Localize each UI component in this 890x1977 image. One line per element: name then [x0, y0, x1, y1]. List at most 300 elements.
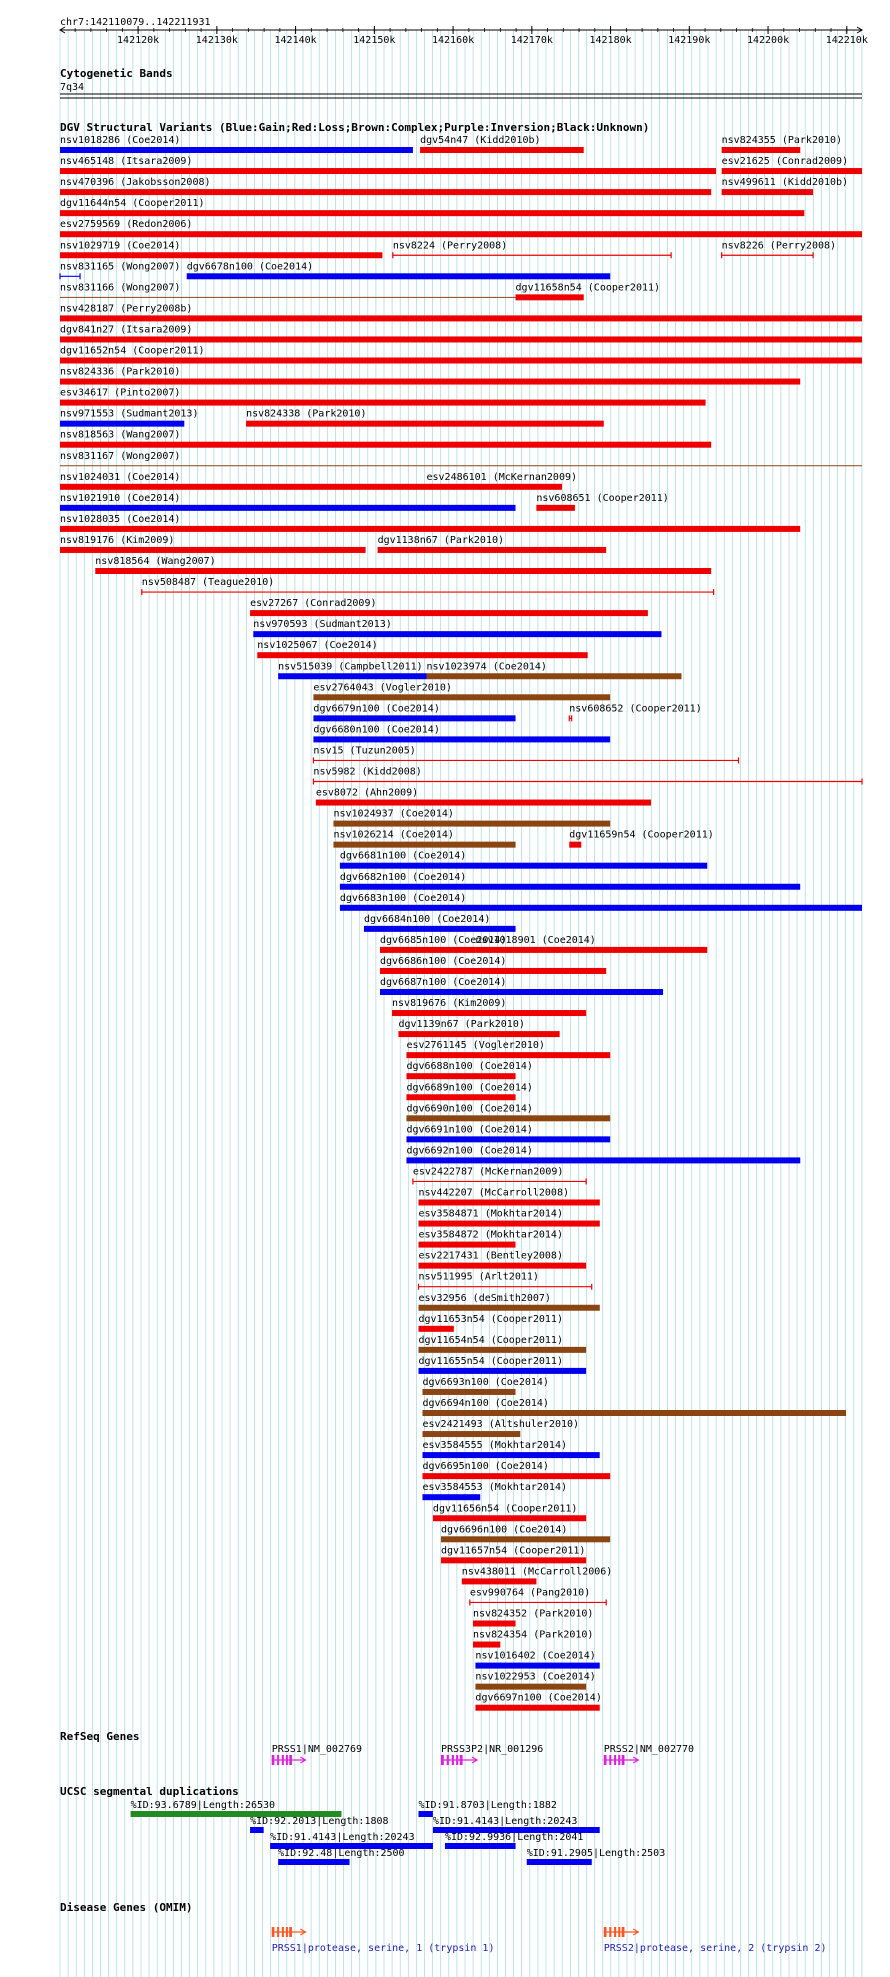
segdup-label: %ID:91.2905|Length:2503: [526, 1848, 666, 1859]
variant-bar: [246, 421, 604, 427]
variant-feature[interactable]: [475, 1693, 601, 1711]
variant-bar: [516, 294, 584, 300]
variant-label: dgv1138n67 (Park2010): [377, 534, 505, 546]
variant-label: esv34617 (Pinto2007): [60, 387, 181, 399]
variant-bar: [253, 631, 661, 637]
dgv-row: [418, 1272, 591, 1290]
dgv-row: [60, 409, 604, 427]
variant-feature[interactable]: [60, 282, 516, 297]
variant-feature[interactable]: [441, 1524, 610, 1542]
gene-exon: [277, 1927, 279, 1937]
variant-label: nsv818564 (Wang2007): [95, 556, 216, 567]
variant-label: nsv515039 (Campbell2011): [278, 661, 423, 673]
gene-exon: [272, 1927, 275, 1937]
variant-bar: [316, 800, 651, 806]
variant-label: dgv6686n100 (Coe2014): [379, 955, 507, 967]
variant-label: nsv1025067 (Coe2014): [257, 640, 378, 652]
segdup-feature[interactable]: [527, 1848, 665, 1865]
dgv-row: [340, 893, 862, 911]
dgv-row: [60, 493, 669, 511]
refseq-track: [60, 1730, 694, 1765]
variant-label: nsv428187 (Perry2008b): [60, 303, 193, 315]
variant-feature[interactable]: [313, 745, 738, 763]
variant-feature[interactable]: [473, 1630, 593, 1648]
dgv-row: [60, 324, 862, 342]
variant-label: nsv1021910 (Coe2014): [60, 492, 181, 504]
segdup-row: [278, 1848, 665, 1865]
variant-feature[interactable]: [60, 177, 711, 195]
segdup-label: %ID:92.9936|Length:2041: [444, 1832, 584, 1843]
dgv-row: [60, 156, 862, 174]
variant-feature[interactable]: [60, 535, 366, 553]
variant-bar: [60, 252, 382, 258]
variant-feature[interactable]: [313, 767, 862, 785]
omim-genes: [272, 1927, 827, 1954]
variant-bar: [333, 821, 610, 827]
variant-feature[interactable]: [393, 240, 671, 258]
variant-bar: [423, 1389, 516, 1395]
dgv-row: [398, 1019, 559, 1037]
gene-label: PRSS1|NM_002769: [271, 1744, 363, 1755]
variant-feature[interactable]: [142, 577, 714, 595]
variant-feature[interactable]: [418, 1335, 586, 1353]
variant-bar: [722, 147, 801, 153]
variant-label: esv2759569 (Redon2006): [60, 219, 193, 231]
variant-feature[interactable]: [433, 1503, 586, 1521]
ruler-title: chr7:142110079..142211931: [60, 17, 211, 28]
variant-label: nsv824352 (Park2010): [473, 1608, 594, 1620]
variant-feature[interactable]: [475, 1672, 595, 1690]
segdup-bar: [250, 1827, 264, 1833]
variant-feature[interactable]: [364, 914, 516, 932]
variant-bar: [340, 863, 707, 869]
variant-label: nsv1024937 (Coe2014): [333, 808, 454, 820]
variant-label: dgv6687n100 (Coe2014): [379, 977, 507, 988]
segdup-rows: [131, 1800, 666, 1865]
variant-feature[interactable]: [423, 1419, 580, 1437]
dgv-row: [60, 451, 862, 466]
variant-feature[interactable]: [475, 1651, 599, 1669]
variant-bar: [427, 484, 563, 490]
variant-label: esv2764043 (Vogler2010): [313, 682, 452, 694]
variant-label: dgv1139n67 (Park2010): [398, 1019, 525, 1031]
variant-label: nsv499611 (Kidd2010b): [721, 177, 849, 189]
gene-exon: [618, 1755, 620, 1765]
variant-label: esv32956 (deSmith2007): [418, 1292, 551, 1304]
omim-track: [60, 1901, 827, 1954]
variant-feature[interactable]: [516, 282, 661, 300]
variant-feature[interactable]: [473, 1609, 593, 1627]
variant-label: nsv608652 (Cooper2011): [569, 703, 702, 715]
variant-bar: [392, 1010, 586, 1016]
variant-bar: [60, 421, 184, 427]
variant-feature[interactable]: [60, 346, 862, 364]
variant-feature[interactable]: [333, 809, 610, 827]
variant-label: nsv438011 (McCarroll2006): [461, 1566, 613, 1578]
variant-bar: [406, 1094, 515, 1100]
variant-feature[interactable]: [378, 535, 607, 553]
segdup-bar: [445, 1843, 516, 1849]
variant-label: esv27267 (Conrad2009): [250, 598, 377, 610]
variant-bar: [418, 1200, 599, 1206]
dgv-row: [406, 1124, 610, 1142]
variant-label: dgv6685n100 (Coe2014): [379, 934, 507, 946]
variant-bar: [333, 842, 515, 848]
variant-feature[interactable]: [246, 409, 604, 427]
variant-label: dgv6683n100 (Coe2014): [339, 892, 467, 904]
variant-feature[interactable]: [60, 430, 711, 448]
variant-label: esv3584555 (Mokhtar2014): [422, 1440, 568, 1452]
variant-feature[interactable]: [475, 935, 707, 953]
variant-bar: [60, 505, 516, 511]
dgv-row: [60, 472, 577, 490]
dgv-row: [423, 1419, 580, 1437]
variant-label: dgv6691n100 (Coe2014): [406, 1124, 533, 1136]
variant-feature[interactable]: [470, 1587, 606, 1605]
variant-bar: [380, 989, 663, 995]
variant-label: nsv8226 (Perry2008): [721, 240, 837, 252]
variant-label: esv21625 (Conrad2009): [721, 156, 849, 168]
variant-label: esv3584872 (Mokhtar2014): [418, 1229, 563, 1241]
refseq-gene[interactable]: [272, 1744, 362, 1765]
variant-feature[interactable]: [722, 177, 848, 195]
variant-feature[interactable]: [413, 1166, 586, 1184]
variant-feature[interactable]: [60, 156, 716, 174]
dgv-row: [313, 767, 862, 785]
variant-label: nsv1018901 (Coe2014): [475, 934, 596, 946]
gene-exon: [282, 1927, 284, 1937]
variant-bar: [475, 1684, 586, 1690]
dgv-row: [316, 788, 651, 806]
dgv-row: [418, 1356, 586, 1374]
variant-bar: [60, 400, 706, 406]
variant-feature[interactable]: [441, 1545, 586, 1563]
variant-bar: [418, 1368, 586, 1374]
refseq-gene[interactable]: [441, 1744, 543, 1765]
dgv-row: [313, 682, 610, 700]
dgv-row: [253, 619, 661, 637]
variant-feature[interactable]: [60, 367, 800, 385]
dgv-row: [333, 809, 610, 827]
variant-label: esv2486101 (McKernan2009): [426, 471, 578, 483]
variant-label: nsv1026214 (Coe2014): [333, 829, 454, 841]
variant-label: dgv6679n100 (Coe2014): [313, 703, 440, 715]
segdup-feature[interactable]: [278, 1848, 404, 1865]
variant-feature[interactable]: [380, 956, 606, 974]
gene-label: PRSS2|NM_002770: [603, 1744, 695, 1755]
segdup-bar: [278, 1859, 349, 1865]
segdup-bar: [418, 1811, 432, 1817]
variant-feature[interactable]: [340, 851, 707, 869]
variant-bar: [427, 673, 682, 679]
dgv-row: [60, 430, 711, 448]
dgv-row: [462, 1566, 613, 1584]
variant-feature[interactable]: [60, 324, 862, 342]
variant-label: nsv508487 (Teague2010): [141, 577, 275, 589]
gene-exon: [622, 1927, 625, 1937]
variant-label: dgv6694n100 (Coe2014): [422, 1398, 549, 1409]
gene-exon: [447, 1755, 449, 1765]
ruler-tick-label: 142160k: [432, 35, 475, 46]
variant-feature[interactable]: [60, 303, 862, 321]
variant-bar: [250, 610, 648, 616]
variant-label: nsv824355 (Park2010): [721, 135, 843, 146]
variant-feature[interactable]: [722, 156, 862, 174]
variant-label: nsv5982 (Kidd2008): [313, 766, 422, 778]
dgv-row: [333, 830, 713, 848]
segdup-row: [270, 1832, 583, 1849]
gene-exon: [282, 1755, 284, 1765]
gene-exon: [277, 1755, 279, 1765]
variant-bar: [418, 1305, 599, 1311]
variant-bar: [418, 1263, 586, 1269]
variant-label: nsv824336 (Park2010): [60, 366, 181, 378]
variant-feature[interactable]: [278, 661, 426, 679]
dgv-row: [423, 1482, 568, 1500]
variant-bar: [418, 1347, 586, 1353]
omim-track-title: Disease Genes (OMIM): [60, 1901, 193, 1914]
variant-bar: [433, 1515, 586, 1521]
variant-feature[interactable]: [420, 135, 584, 153]
variant-label: nsv818563 (Wang2007): [60, 429, 181, 441]
variant-label: dgv11644n54 (Cooper2011): [60, 198, 205, 210]
variant-bar: [257, 652, 587, 658]
variant-label: dgv6695n100 (Coe2014): [422, 1461, 549, 1473]
variant-feature[interactable]: [423, 1398, 847, 1416]
variant-bar: [340, 905, 862, 911]
variant-bar: [423, 1431, 521, 1437]
ruler-tick-label: 142170k: [510, 35, 553, 46]
variant-bar: [60, 231, 862, 237]
segdup-label: %ID:91.4143|Length:20243: [270, 1832, 415, 1843]
variant-feature[interactable]: [60, 409, 198, 427]
segdup-track-title: UCSC segmental duplications: [60, 1785, 239, 1798]
variant-feature[interactable]: [60, 261, 180, 279]
gene-exon: [609, 1755, 611, 1765]
variant-label: dgv11654n54 (Cooper2011): [418, 1334, 563, 1346]
variant-label: nsv1023974 (Coe2014): [426, 661, 547, 673]
variant-label: nsv971553 (Sudmant2013): [60, 408, 199, 420]
variant-feature[interactable]: [418, 1230, 563, 1248]
dgv-row: [364, 914, 516, 932]
variant-feature[interactable]: [462, 1566, 613, 1584]
variant-label: nsv824338 (Park2010): [246, 408, 367, 420]
variant-bar: [441, 1536, 610, 1542]
variant-feature[interactable]: [398, 1019, 559, 1037]
omim-gene-label: PRSS2|protease, serine, 2 (trypsin 2): [603, 1943, 827, 1954]
variant-feature[interactable]: [60, 493, 516, 511]
dgv-row: [406, 1061, 532, 1079]
variant-feature[interactable]: [60, 472, 427, 490]
variant-feature[interactable]: [427, 472, 578, 490]
segdup-feature[interactable]: [445, 1832, 583, 1849]
variant-label: nsv824354 (Park2010): [473, 1629, 594, 1641]
variant-feature[interactable]: [60, 198, 804, 216]
variant-label: nsv819676 (Kim2009): [392, 998, 507, 1010]
variant-bar: [378, 547, 607, 553]
variant-bar: [418, 1221, 599, 1227]
variant-bar: [60, 379, 800, 385]
variant-bar: [60, 210, 804, 216]
variant-label: esv2422787 (McKernan2009): [412, 1166, 564, 1178]
cytoband-label: 7q34: [60, 82, 85, 93]
variant-bar: [60, 336, 862, 342]
variant-feature[interactable]: [418, 1251, 586, 1269]
variant-feature[interactable]: [418, 1272, 591, 1290]
dgv-row: [60, 535, 606, 553]
variant-bar: [313, 715, 515, 721]
variant-feature[interactable]: [418, 1356, 586, 1374]
variant-feature[interactable]: [406, 1145, 800, 1163]
variant-label: nsv831166 (Wong2007): [60, 282, 181, 294]
segdup-feature[interactable]: [131, 1800, 342, 1817]
variant-feature[interactable]: [60, 240, 382, 258]
variant-bar: [60, 189, 711, 195]
variant-label: dgv6690n100 (Coe2014): [406, 1103, 533, 1115]
variant-feature[interactable]: [569, 703, 701, 721]
dgv-row: [60, 198, 804, 216]
variant-bar: [60, 526, 800, 532]
variant-feature[interactable]: [406, 1103, 610, 1121]
variant-label: dgv54n47 (Kidd2010b): [420, 135, 541, 146]
dgv-track-title: DGV Structural Variants (Blue:Gain;Red:Loss;Brown:Complex;Purple:Inversion;Black:Unknown): [60, 121, 650, 134]
omim-gene[interactable]: [272, 1927, 495, 1954]
gene-exon: [272, 1755, 275, 1765]
variant-label: dgv6684n100 (Coe2014): [363, 913, 491, 925]
dgv-row: [473, 1630, 593, 1648]
gene-exon: [604, 1927, 607, 1937]
variant-feature[interactable]: [392, 998, 586, 1016]
gene-exon: [286, 1927, 288, 1937]
dgv-row: [60, 303, 862, 321]
variant-label: esv3584553 (Mokhtar2014): [422, 1482, 568, 1494]
segdup-feature[interactable]: [418, 1800, 556, 1817]
gene-exon: [622, 1755, 625, 1765]
variant-label: nsv465148 (Itsara2009): [60, 156, 193, 168]
variant-feature[interactable]: [418, 1293, 599, 1311]
dgv-row: [406, 1145, 800, 1163]
variant-feature[interactable]: [316, 788, 651, 806]
variant-feature[interactable]: [253, 619, 661, 637]
gene-exon: [441, 1755, 444, 1765]
variant-bar: [398, 1031, 559, 1037]
variant-label: nsv15 (Tuzun2005): [313, 745, 416, 757]
variant-bar: [380, 947, 475, 953]
variant-feature[interactable]: [60, 451, 862, 466]
gene-exon: [289, 1755, 292, 1765]
gene-exon: [289, 1927, 292, 1937]
variant-feature[interactable]: [406, 1040, 610, 1058]
variant-label: esv990764 (Pang2010): [469, 1587, 591, 1599]
variant-label: nsv1018286 (Coe2014): [60, 135, 181, 146]
omim-gene[interactable]: [604, 1927, 827, 1954]
variant-feature[interactable]: [423, 1461, 611, 1479]
dgv-row: [340, 851, 707, 869]
segdup-label: %ID:91.4143|Length:20243: [432, 1816, 578, 1827]
variant-label: dgv11658n54 (Cooper2011): [515, 282, 661, 294]
variant-feature[interactable]: [333, 830, 515, 848]
variant-label: dgv11653n54 (Cooper2011): [418, 1313, 563, 1325]
variant-feature[interactable]: [418, 1314, 563, 1332]
dgv-row: [418, 1314, 563, 1332]
variant-bar: [418, 1242, 515, 1248]
variant-bar: [406, 1136, 610, 1142]
variant-label: dgv11655n54 (Cooper2011): [418, 1355, 563, 1367]
variant-feature[interactable]: [340, 893, 862, 911]
variant-feature[interactable]: [406, 1061, 532, 1079]
variant-feature[interactable]: [418, 1209, 599, 1227]
dgv-row: [60, 219, 862, 237]
variant-feature[interactable]: [60, 219, 862, 237]
dgv-row: [142, 577, 714, 595]
variant-bar: [423, 1410, 847, 1416]
segdup-label: %ID:93.6789|Length:26530: [130, 1800, 276, 1811]
variant-bar: [423, 1494, 481, 1500]
variant-feature[interactable]: [722, 240, 836, 258]
variant-label: nsv1024031 (Coe2014): [60, 471, 181, 483]
dgv-row: [418, 1209, 599, 1227]
variant-label: dgv11652n54 (Cooper2011): [60, 345, 205, 357]
dgv-row: [418, 1335, 586, 1353]
refseq-gene[interactable]: [604, 1744, 694, 1765]
variant-feature[interactable]: [313, 703, 515, 721]
variant-feature[interactable]: [60, 514, 800, 532]
gene-exon: [604, 1755, 607, 1765]
variant-feature[interactable]: [406, 1082, 532, 1100]
gene-exon: [452, 1755, 454, 1765]
dgv-row: [441, 1545, 586, 1563]
variant-feature[interactable]: [423, 1440, 600, 1458]
variant-feature[interactable]: [313, 724, 610, 742]
variant-label: nsv819176 (Kim2009): [60, 534, 175, 546]
variant-bar: [475, 1663, 599, 1669]
variant-label: dgv6693n100 (Coe2014): [422, 1376, 549, 1388]
variant-bar: [536, 505, 575, 511]
ruler-tick-label: 142190k: [668, 35, 711, 46]
variant-bar: [60, 484, 427, 490]
dgv-row: [423, 1440, 600, 1458]
dgv-row: [406, 1082, 532, 1100]
ruler-tick-label: 142130k: [195, 35, 238, 46]
variant-bar: [722, 189, 813, 195]
variant-feature[interactable]: [418, 1188, 599, 1206]
variant-label: nsv1022953 (Coe2014): [475, 1671, 596, 1683]
dgv-row: [418, 1230, 563, 1248]
variant-bar: [60, 147, 413, 153]
dgv-track: [60, 121, 862, 1711]
variant-feature[interactable]: [187, 261, 611, 279]
variant-bar: [313, 694, 610, 700]
variant-bar: [418, 1326, 453, 1332]
variant-feature[interactable]: [313, 682, 610, 700]
variant-bar: [60, 315, 862, 321]
variant-bar: [406, 1157, 800, 1163]
variant-feature[interactable]: [722, 135, 842, 153]
variant-feature[interactable]: [60, 388, 706, 406]
variant-bar: [441, 1557, 586, 1563]
segdup-feature[interactable]: [270, 1832, 433, 1849]
variant-bar: [60, 547, 366, 553]
variant-label: dgv6688n100 (Coe2014): [406, 1061, 533, 1073]
variant-feature[interactable]: [406, 1124, 610, 1142]
dgv-row: [433, 1503, 586, 1521]
variant-bar: [406, 1073, 515, 1079]
variant-feature[interactable]: [423, 1482, 568, 1500]
variant-bar: [420, 147, 584, 153]
segdup-feature[interactable]: [433, 1816, 600, 1833]
ruler-tick-label: 142140k: [274, 35, 317, 46]
segdup-label: %ID:92.2013|Length:1808: [250, 1816, 389, 1827]
